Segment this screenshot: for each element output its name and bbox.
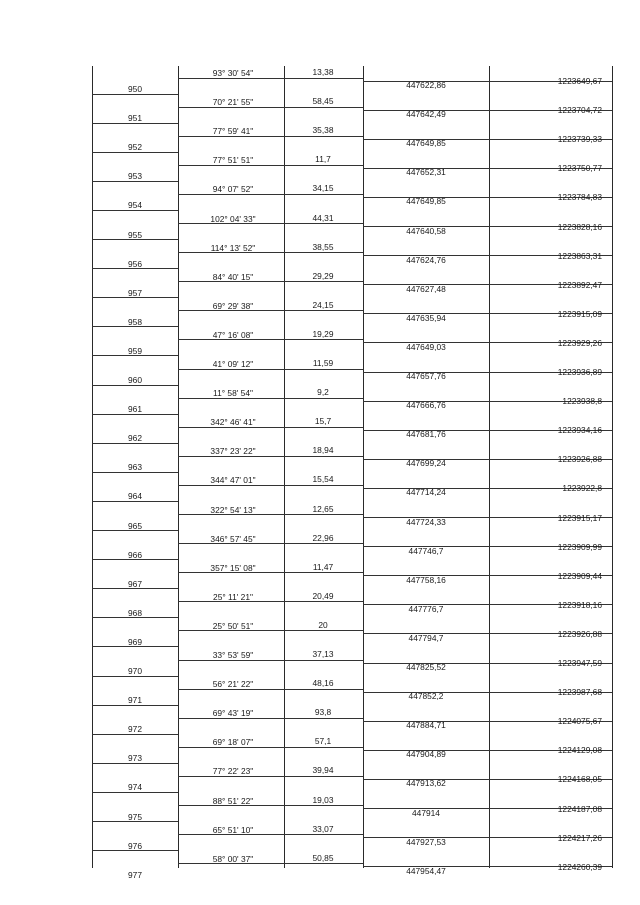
direction-angle: 56° 21' 22" — [212, 679, 254, 690]
direction-angle: 94° 07' 52" — [212, 184, 254, 195]
point-number: 957 — [128, 287, 142, 298]
direction-angle: 58° 00' 37" — [212, 853, 254, 864]
coordinate-y: 1223909,44 — [557, 570, 602, 581]
row-line-dist — [284, 747, 363, 748]
row-line-dist — [284, 398, 363, 399]
point-number: 965 — [128, 520, 142, 531]
segment-length: 15,54 — [312, 474, 334, 485]
segment-length: 33,07 — [312, 823, 334, 834]
coordinate-y: 1223784,83 — [557, 192, 602, 203]
row-line-dist — [284, 805, 363, 806]
direction-angle: 322° 54' 13" — [210, 504, 256, 515]
coordinate-y: 1223649,67 — [557, 76, 602, 86]
coordinate-x: 447927,53 — [406, 836, 446, 847]
coordinate-x: 447666,76 — [406, 400, 446, 411]
segment-length: 15,7 — [314, 416, 332, 427]
segment-length: 57,1 — [314, 736, 332, 747]
row-line-dist — [284, 776, 363, 777]
point-number: 950 — [128, 84, 142, 94]
segment-length: 29,29 — [312, 270, 334, 281]
row-line-dist — [284, 514, 363, 515]
direction-angle: 77° 59' 41" — [212, 126, 254, 137]
coordinate-x: 447913,62 — [406, 778, 446, 789]
direction-angle: 25° 11' 21" — [213, 591, 253, 602]
coordinate-x: 447758,16 — [406, 574, 446, 585]
point-number: 964 — [128, 491, 142, 502]
coordinate-x: 447657,76 — [406, 371, 446, 381]
point-number: 967 — [128, 578, 142, 589]
row-line-dist — [284, 601, 363, 602]
coordinate-y: 1223922,8 — [562, 483, 602, 494]
coordinate-y: 1223915,17 — [557, 512, 602, 523]
segment-length: 34,15 — [312, 183, 334, 194]
point-number: 977 — [128, 869, 142, 880]
coordinate-y: 1223987,68 — [557, 687, 602, 698]
point-number: 962 — [128, 433, 142, 444]
row-line-dist — [284, 194, 363, 195]
point-number: 955 — [128, 229, 142, 240]
coordinate-x: 447746,7 — [408, 545, 444, 556]
col-border-y — [489, 66, 490, 868]
direction-angle: 342° 46' 41" — [210, 417, 256, 428]
row-line-dist — [284, 136, 363, 137]
coordinate-y: 1224129,08 — [557, 745, 602, 756]
coordinate-x: 447954,47 — [406, 865, 446, 876]
row-line-dist — [284, 369, 363, 370]
coordinate-y: 1223915,09 — [557, 308, 602, 319]
coordinate-x: 447627,48 — [406, 283, 446, 294]
coordinate-x: 447699,24 — [406, 458, 446, 469]
row-line-dist — [284, 281, 363, 282]
point-number: 975 — [128, 811, 142, 822]
segment-length: 37,13 — [312, 649, 334, 659]
coordinate-x: 447904,89 — [406, 749, 446, 760]
direction-angle: 77° 51' 51" — [212, 155, 254, 166]
segment-length: 50,85 — [312, 852, 334, 863]
direction-angle: 69° 43' 19" — [212, 708, 254, 719]
direction-angle: 357° 15' 08" — [210, 562, 256, 573]
segment-length: 35,38 — [312, 125, 334, 136]
segment-length: 38,55 — [312, 241, 334, 252]
direction-angle: 93° 30' 54" — [212, 68, 254, 78]
direction-angle: 70° 21' 55" — [212, 97, 254, 108]
coordinate-y: 1223704,72 — [557, 105, 602, 116]
direction-angle: 41° 09' 12" — [212, 359, 254, 369]
coordinate-y: 1224217,26 — [557, 832, 602, 843]
col-border-right — [612, 66, 613, 868]
coordinate-y: 1223863,31 — [557, 250, 602, 261]
row-line-dist — [284, 630, 363, 631]
direction-angle: 69° 18' 07" — [212, 737, 254, 748]
segment-length: 11,7 — [315, 154, 331, 165]
point-number: 970 — [128, 666, 142, 676]
point-number: 973 — [128, 753, 142, 764]
direction-angle: 65° 51' 10" — [212, 824, 254, 835]
coordinate-x: 447635,94 — [406, 312, 446, 323]
row-line-dist — [284, 107, 363, 108]
coordinate-x: 447642,49 — [406, 109, 446, 120]
point-number: 971 — [128, 695, 142, 706]
coordinate-y: 1224260,39 — [557, 861, 602, 872]
segment-length: 11,47 — [312, 561, 334, 572]
coordinate-x: 447714,24 — [406, 487, 446, 498]
direction-angle: 346° 57' 45" — [210, 533, 256, 544]
direction-angle: 337° 23' 22" — [210, 446, 256, 457]
segment-length: 9,2 — [317, 387, 329, 398]
coordinate-x: 447724,33 — [406, 516, 446, 527]
coordinate-x: 447649,85 — [406, 196, 446, 207]
coordinate-x: 447649,85 — [406, 138, 446, 149]
point-number: 953 — [128, 171, 142, 182]
direction-angle: 114° 13' 52" — [210, 242, 256, 253]
point-number: 960 — [128, 375, 142, 385]
coordinate-x: 447652,31 — [406, 167, 446, 178]
point-number: 954 — [128, 200, 142, 211]
coordinate-x: 447776,7 — [408, 603, 444, 614]
coordinate-y: 1223750,77 — [557, 163, 602, 174]
coordinate-x: 447649,03 — [406, 341, 446, 352]
row-line-dist — [284, 456, 363, 457]
row-line-dist — [284, 223, 363, 224]
segment-length: 18,94 — [312, 445, 334, 456]
direction-angle: 25° 50' 51" — [212, 620, 254, 631]
row-line-dist — [284, 427, 363, 428]
point-number: 952 — [128, 142, 142, 153]
point-number: 972 — [128, 724, 142, 735]
segment-length: 39,94 — [312, 765, 334, 776]
coordinate-x: 447794,7 — [408, 632, 444, 643]
segment-length: 24,15 — [312, 299, 334, 310]
direction-angle: 102° 04' 33" — [210, 213, 256, 224]
segment-length: 58,45 — [312, 96, 334, 107]
coordinate-y: 1224168,05 — [557, 774, 602, 785]
segment-length: 19,29 — [312, 328, 334, 339]
col-border-x — [363, 66, 364, 868]
coordinate-x: 447825,52 — [406, 662, 446, 672]
segment-length: 20 — [318, 619, 328, 630]
coordinate-x: 447622,86 — [406, 80, 446, 90]
coordinate-y: 1223892,47 — [557, 279, 602, 290]
point-number: 951 — [128, 113, 142, 124]
point-number: 963 — [128, 462, 142, 473]
direction-angle: 69° 29' 38" — [212, 300, 254, 311]
direction-angle: 11° 58' 54" — [213, 388, 253, 399]
coordinate-x: 447640,58 — [406, 225, 446, 236]
point-number: 956 — [128, 258, 142, 269]
coordinate-y: 1223938,8 — [562, 396, 602, 407]
row-line-dist — [284, 543, 363, 544]
point-number: 968 — [128, 607, 142, 618]
coordinate-y: 1224187,08 — [557, 803, 602, 814]
coordinate-y: 1223918,16 — [557, 599, 602, 610]
direction-angle: 344° 47' 01" — [210, 475, 256, 486]
row-line-dist — [284, 165, 363, 166]
direction-angle: 88° 51' 22" — [212, 795, 254, 806]
coordinate-y: 1223828,16 — [557, 221, 602, 232]
row-line-dist — [284, 863, 363, 864]
row-line-dist — [284, 485, 363, 486]
segment-length: 12,65 — [312, 503, 334, 514]
point-number: 959 — [128, 345, 142, 356]
segment-length: 11,59 — [312, 358, 334, 368]
segment-length: 93,8 — [314, 707, 332, 718]
point-number: 958 — [128, 316, 142, 327]
direction-angle: 33° 53' 59" — [212, 650, 254, 660]
point-number: 974 — [128, 782, 142, 793]
direction-angle: 47° 16' 08" — [212, 329, 254, 340]
row-line-dist — [284, 572, 363, 573]
point-number: 966 — [128, 549, 142, 560]
direction-angle: 84° 40' 15" — [212, 271, 254, 282]
coordinate-x: 447624,76 — [406, 254, 446, 265]
segment-length: 20,49 — [312, 590, 334, 601]
segment-length: 19,03 — [312, 794, 334, 805]
coordinate-y: 1223926,88 — [557, 454, 602, 465]
row-line-dist — [284, 689, 363, 690]
coordinate-x: 447681,76 — [406, 429, 446, 440]
coordinate-y: 1223934,16 — [557, 425, 602, 436]
row-line-dist — [284, 78, 363, 79]
row-line-dist — [284, 718, 363, 719]
coordinate-y: 1223947,59 — [557, 658, 602, 668]
coordinate-y: 1223926,88 — [557, 628, 602, 639]
row-line-dist — [284, 252, 363, 253]
coordinate-y: 1223929,26 — [557, 337, 602, 348]
segment-length: 13,38 — [312, 67, 334, 77]
segment-length: 22,96 — [312, 532, 334, 543]
point-number: 969 — [128, 636, 142, 647]
row-line-dist — [284, 660, 363, 661]
row-line-dist — [284, 834, 363, 835]
row-line-dist — [284, 339, 363, 340]
direction-angle: 77° 22' 23" — [212, 766, 254, 777]
point-number: 961 — [128, 404, 142, 415]
coordinate-y: 1224075,67 — [557, 716, 602, 727]
segment-length: 48,16 — [312, 678, 334, 689]
segment-length: 44,31 — [312, 212, 334, 223]
coordinate-x: 447914 — [412, 807, 440, 818]
coordinate-y: 1223936,89 — [557, 367, 602, 377]
coordinate-x: 447852,2 — [408, 691, 444, 702]
coordinate-y: 1223909,99 — [557, 541, 602, 552]
point-number: 976 — [128, 840, 142, 851]
col-border-left — [92, 66, 93, 868]
coordinate-x: 447884,71 — [406, 720, 446, 731]
row-line-dist — [284, 310, 363, 311]
coordinate-y: 1223739,33 — [557, 134, 602, 145]
